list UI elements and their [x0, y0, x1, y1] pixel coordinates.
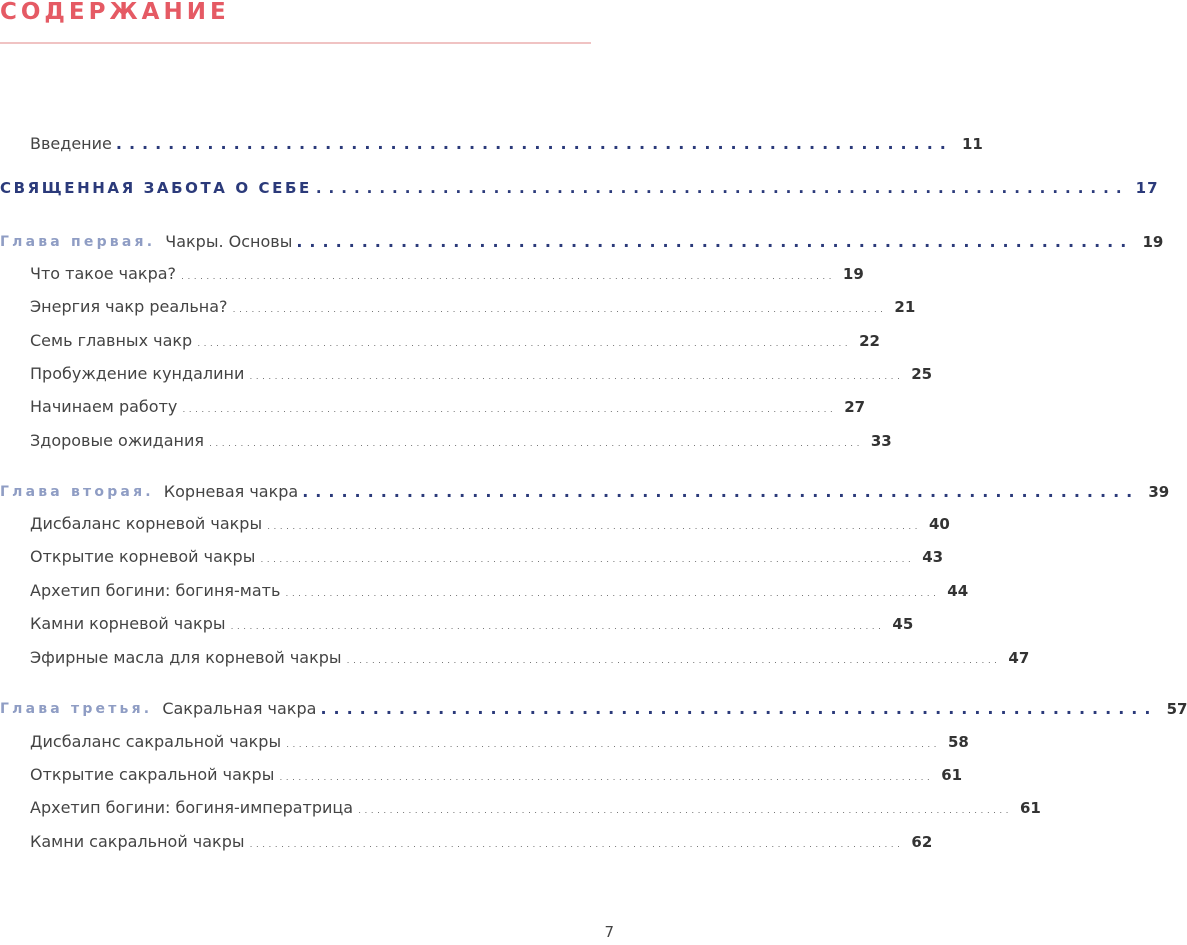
dot-leader: ........................................................................................................ [357, 798, 1011, 817]
toc-entry-title: Архетип богини: богиня-императрица [30, 798, 354, 817]
toc-page-number: 61 [1019, 799, 1041, 817]
dot-leader: ........................................................................................................ [248, 832, 903, 851]
toc-page-number: 40 [928, 515, 950, 533]
dot-leader: ................................................................ [115, 134, 953, 153]
chapter-title: Сакральная чакра [162, 699, 317, 718]
toc-section[interactable] [0, 172, 1159, 198]
toc-page-number: 33 [870, 432, 892, 450]
chapter-label: Глава вторая. [0, 484, 154, 500]
toc-entry[interactable] [0, 726, 969, 752]
toc-page-number: 21 [894, 298, 916, 316]
toc-entry[interactable] [0, 258, 864, 284]
toc-chapter-2[interactable] [0, 476, 1170, 502]
dot-leader: ................................................................ [296, 232, 1134, 251]
dot-leader: ........................................................................................................ [208, 431, 862, 450]
toc-entry-title: Открытие корневой чакры [30, 547, 256, 566]
toc-entry[interactable] [0, 575, 969, 601]
toc-page-number: 57 [1166, 700, 1187, 718]
toc-entry-title: Что такое чакра? [30, 264, 177, 283]
toc-page-number: 19 [1142, 233, 1164, 251]
toc-entry[interactable] [0, 291, 916, 317]
chapter-label: Глава третья. [0, 701, 153, 717]
toc-entry[interactable] [0, 325, 880, 351]
dot-leader: ........................................................................................................ [180, 264, 834, 283]
dot-leader: ........................................................................................................ [278, 765, 933, 784]
toc-entry-title: Пробуждение кундалини [30, 364, 245, 383]
toc-chapter-3[interactable] [0, 693, 1187, 719]
dot-leader: ........................................................................................................ [196, 331, 850, 350]
toc-entry[interactable] [0, 608, 914, 634]
toc-entry[interactable] [0, 358, 933, 384]
dot-leader: ........................................................................................................ [181, 397, 836, 416]
dot-leader: ........................................................................................................ [266, 514, 920, 533]
toc-page-number: 22 [859, 332, 880, 350]
toc-entry-title: Семь главных чакр [30, 331, 193, 350]
dot-leader: ........................................................................................................ [259, 547, 914, 566]
toc-entry-title: Эфирные масла для корневой чакры [30, 648, 342, 667]
toc-page-number: 47 [1008, 649, 1030, 667]
dot-leader: ................................................................ [302, 482, 1140, 501]
toc-entry-title: Здоровые ожидания [30, 431, 204, 450]
toc-entry[interactable] [0, 391, 866, 417]
toc-entry[interactable] [0, 642, 1030, 668]
toc-page-number: 25 [911, 365, 933, 383]
toc-entry-title: Камни корневой чакры [30, 614, 226, 633]
heading-divider [0, 42, 591, 44]
toc-page-number: 11 [961, 135, 983, 153]
dot-leader: ........................................................................................................ [284, 581, 939, 600]
toc-entry[interactable] [0, 826, 933, 852]
toc-entry[interactable] [0, 792, 1041, 818]
dot-leader: ................................................................ [320, 699, 1158, 718]
toc-page-number: 39 [1148, 483, 1170, 501]
toc-page-number: 62 [911, 833, 933, 851]
page-heading: СОДЕРЖАНИЕ [0, 0, 230, 25]
toc-entry-title: Дисбаланс корневой чакры [30, 514, 263, 533]
chapter-label: Глава первая. [0, 234, 156, 250]
dot-leader: ........................................................................................................ [285, 732, 939, 751]
folio-page-number: 7 [604, 923, 614, 941]
toc-page-number: 17 [1135, 179, 1159, 197]
toc-page-number: 44 [947, 582, 969, 600]
toc-entry-intro[interactable] [0, 128, 983, 154]
toc-page-number: 45 [892, 615, 914, 633]
toc-entry[interactable] [0, 508, 950, 534]
toc-entry[interactable] [0, 759, 963, 785]
toc-chapter-1[interactable] [0, 226, 1164, 252]
dot-leader: ................................................................ [315, 179, 1129, 197]
chapter-title: Чакры. Основы [165, 232, 293, 251]
toc-entry-title: Введение [30, 134, 112, 153]
toc-page-number: 43 [922, 548, 944, 566]
toc-page-number: 61 [941, 766, 963, 784]
toc-entry-title: Камни сакральной чакры [30, 832, 245, 851]
dot-leader: ........................................................................................................ [229, 614, 884, 633]
toc-entry[interactable] [0, 541, 944, 567]
dot-leader: ........................................................................................................ [345, 648, 1000, 667]
toc-page-number: 27 [844, 398, 866, 416]
toc-entry-title: Архетип богини: богиня-мать [30, 581, 281, 600]
toc-entry-title: Энергия чакр реальна? [30, 297, 228, 316]
toc-page-number: 19 [842, 265, 864, 283]
toc-entry-title: Открытие сакральной чакры [30, 765, 275, 784]
toc-entry-title: Начинаем работу [30, 397, 178, 416]
dot-leader: ........................................................................................................ [248, 364, 903, 383]
toc-entry[interactable] [0, 425, 892, 451]
toc-page-number: 58 [947, 733, 969, 751]
toc-section-title: СВЯЩЕННАЯ ЗАБОТА О СЕБЕ [0, 179, 312, 197]
toc-entry-title: Дисбаланс сакральной чакры [30, 732, 282, 751]
chapter-title: Корневая чакра [163, 482, 299, 501]
dot-leader: ........................................................................................................ [231, 297, 886, 316]
